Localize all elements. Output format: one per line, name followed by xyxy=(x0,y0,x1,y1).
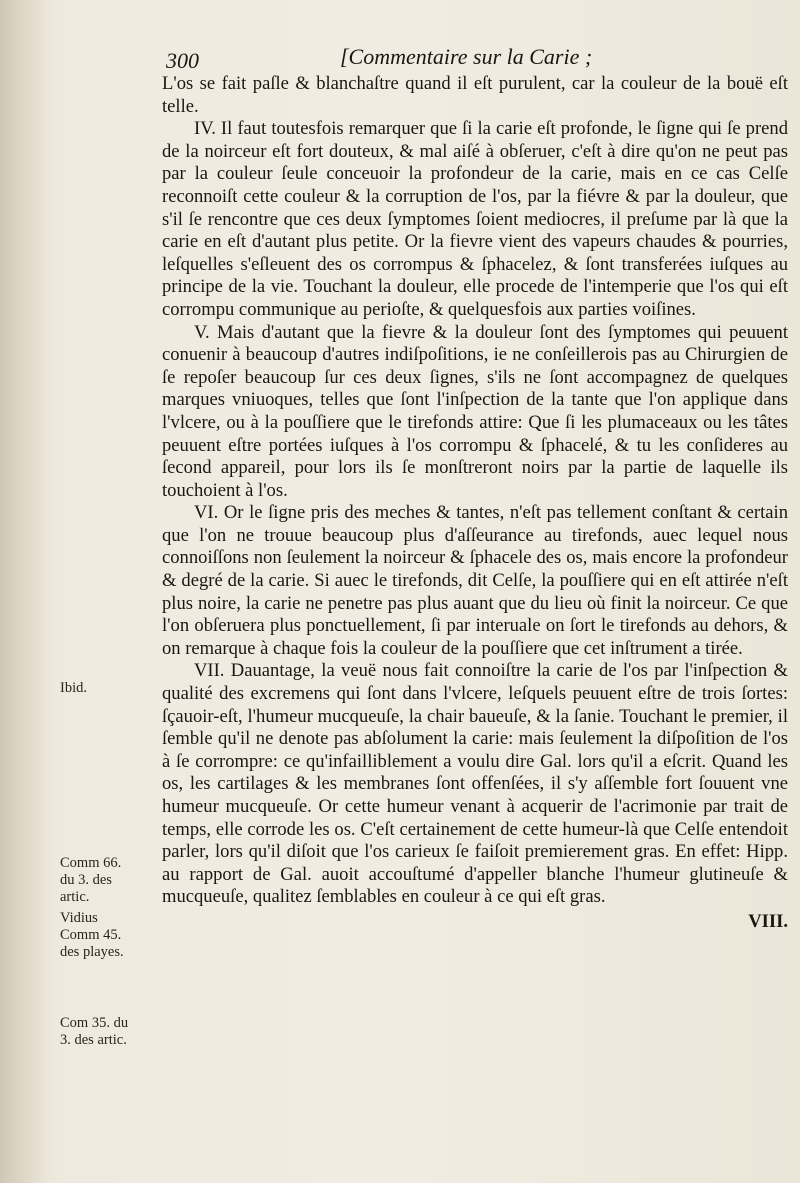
margin-note xyxy=(60,680,155,697)
margin-note xyxy=(60,855,155,906)
margin-note-line: des playes. xyxy=(60,944,124,960)
margin-note-line: Vidius xyxy=(60,910,98,926)
margin-note xyxy=(60,1015,155,1049)
margin-note-line: 3. des artic. xyxy=(60,1032,127,1048)
paragraph: IV. Il faut toutesfois remarquer que ſi la carie eſt profonde, le ſigne qui ſe prend de la noirceur eſt fort douteux, & mal aiſé à obſeruer, c'eſt à dire qu'on ne peut pas par la couleur ſeule conceuoir la profondeur de la carie, mais en ce cas Celſe reconnoiſt cette couleur & la corruption de l'os, par la fiévre & par la douleur, que s'il ſe rencontre que ces deux ſymptomes ſoient mediocres, il preſume par là que la carie en eſt d'autant plus petite. Or la fievre vient des vapeurs chaudes & pourries, leſquelles s'eſleuent des os corrompus & ſphacelez, & ſont transferées iuſques au principe de la vie. Touchant la douleur, elle procede de l'intemperie que l'os qui eſt corrompu communique au perioſte, & quelquesfois aux parties voiſines. xyxy=(162,118,788,320)
main-text xyxy=(162,73,788,934)
margin-note-line: du 3. des xyxy=(60,872,112,888)
margin-note xyxy=(60,910,155,961)
page-gutter xyxy=(0,0,48,1183)
page-number: 300 xyxy=(166,48,199,73)
catchword: VIII. xyxy=(748,910,788,932)
running-title: [Commentaire sur la Carie ; xyxy=(340,44,593,69)
paragraph: VII. Dauantage, la veuë nous fait connoiſtre la carie de l'os par l'inſpection & qualité des excremens qui ſont dans l'vlcere, leſquels peuuent eſtre de trois ſortes: ſçauoir-eſt, l'humeur mucqueuſe, la chair baueuſe, & la ſanie. Touchant le premier, il ſemble qu'il ne denote pas abſolument la carie: mais ſeulement la diſpoſition de l'os à ſe corrompre: ce qu'infailliblement a voulu dire Gal. lors qu'il a eſcrit. Quand les os, les cartilages & les membranes ſont offenſées, il s'y aſſemble fort ſouuent vne humeur mucqueuſe. Or cette humeur venant à acquerir de l'acrimonie par trait de temps, elle corrode les os. C'eſt certainement de cette humeur-là que Celſe entendoit parler, lors qu'il diſoit que l'os carieux ſe faiſoit premierement gras. En effet: Hipp. au rapport de Gal. auoit accouſtumé d'appeller blanche l'humeur glutineuſe & mucqueuſe, qualitez ſemblables en couleur à ce qui eſt gras. xyxy=(162,660,788,908)
page-header xyxy=(162,42,782,76)
margin-note-line: Comm 66. xyxy=(60,855,122,871)
paragraph: L'os se fait paſle & blanchaſtre quand il eſt purulent, car la couleur de la bouë eſt telle. xyxy=(162,73,788,117)
margin-note-line: Com 35. du xyxy=(60,1015,129,1031)
paragraph: V. Mais d'autant que la fievre & la douleur ſont des ſymptomes qui peuuent conuenir à beaucoup d'autres indiſpoſitions, ie ne conſeillerois pas au Chirurgien de ſe repoſer beaucoup ſur ces deux ſignes, s'ils ne ſont accompagnez de quelques marques vniuoques, telles que ſont l'inſpection de la tante que l'on applique dans l'vlcere, ou à la pouſſiere que le tirefonds attire: Que ſi les plumaceaux ou les tâtes peuuent eſtre portées iuſques à l'os corrompu & ſphacelé, & tu les conſideres au ſecond appareil, pour lors ils ſe monſtreront noirs par la partie de laquelle ils touchoient à l'os. xyxy=(162,321,788,501)
margin-note-line: Comm 45. xyxy=(60,927,122,943)
paragraph: VI. Or le ſigne pris des meches & tantes, n'eſt pas tellement conſtant & certain que l'on ne trouue beaucoup plus d'aſſeurance au tirefonds, auec lequel nous connoiſſons non ſeulement la noirceur & ſphacele des os, mais encore la profondeur & degré de la carie. Si auec le tirefonds, dit Celſe, la pouſſiere qui en eſt attirée n'eſt plus noire, la carie ne penetre pas plus auant que du lieu où finit la noirceur. Ce que l'on obſeruera plus ponctuellement, ſi par interuale on ſort le tirefonds au dehors, & on remarque à chaque fois la couleur de la pouſſiere que cet inſtrument a tirée. xyxy=(162,502,788,659)
margin-note-line: Ibid. xyxy=(60,680,87,696)
margin-note-line: artic. xyxy=(60,889,90,905)
